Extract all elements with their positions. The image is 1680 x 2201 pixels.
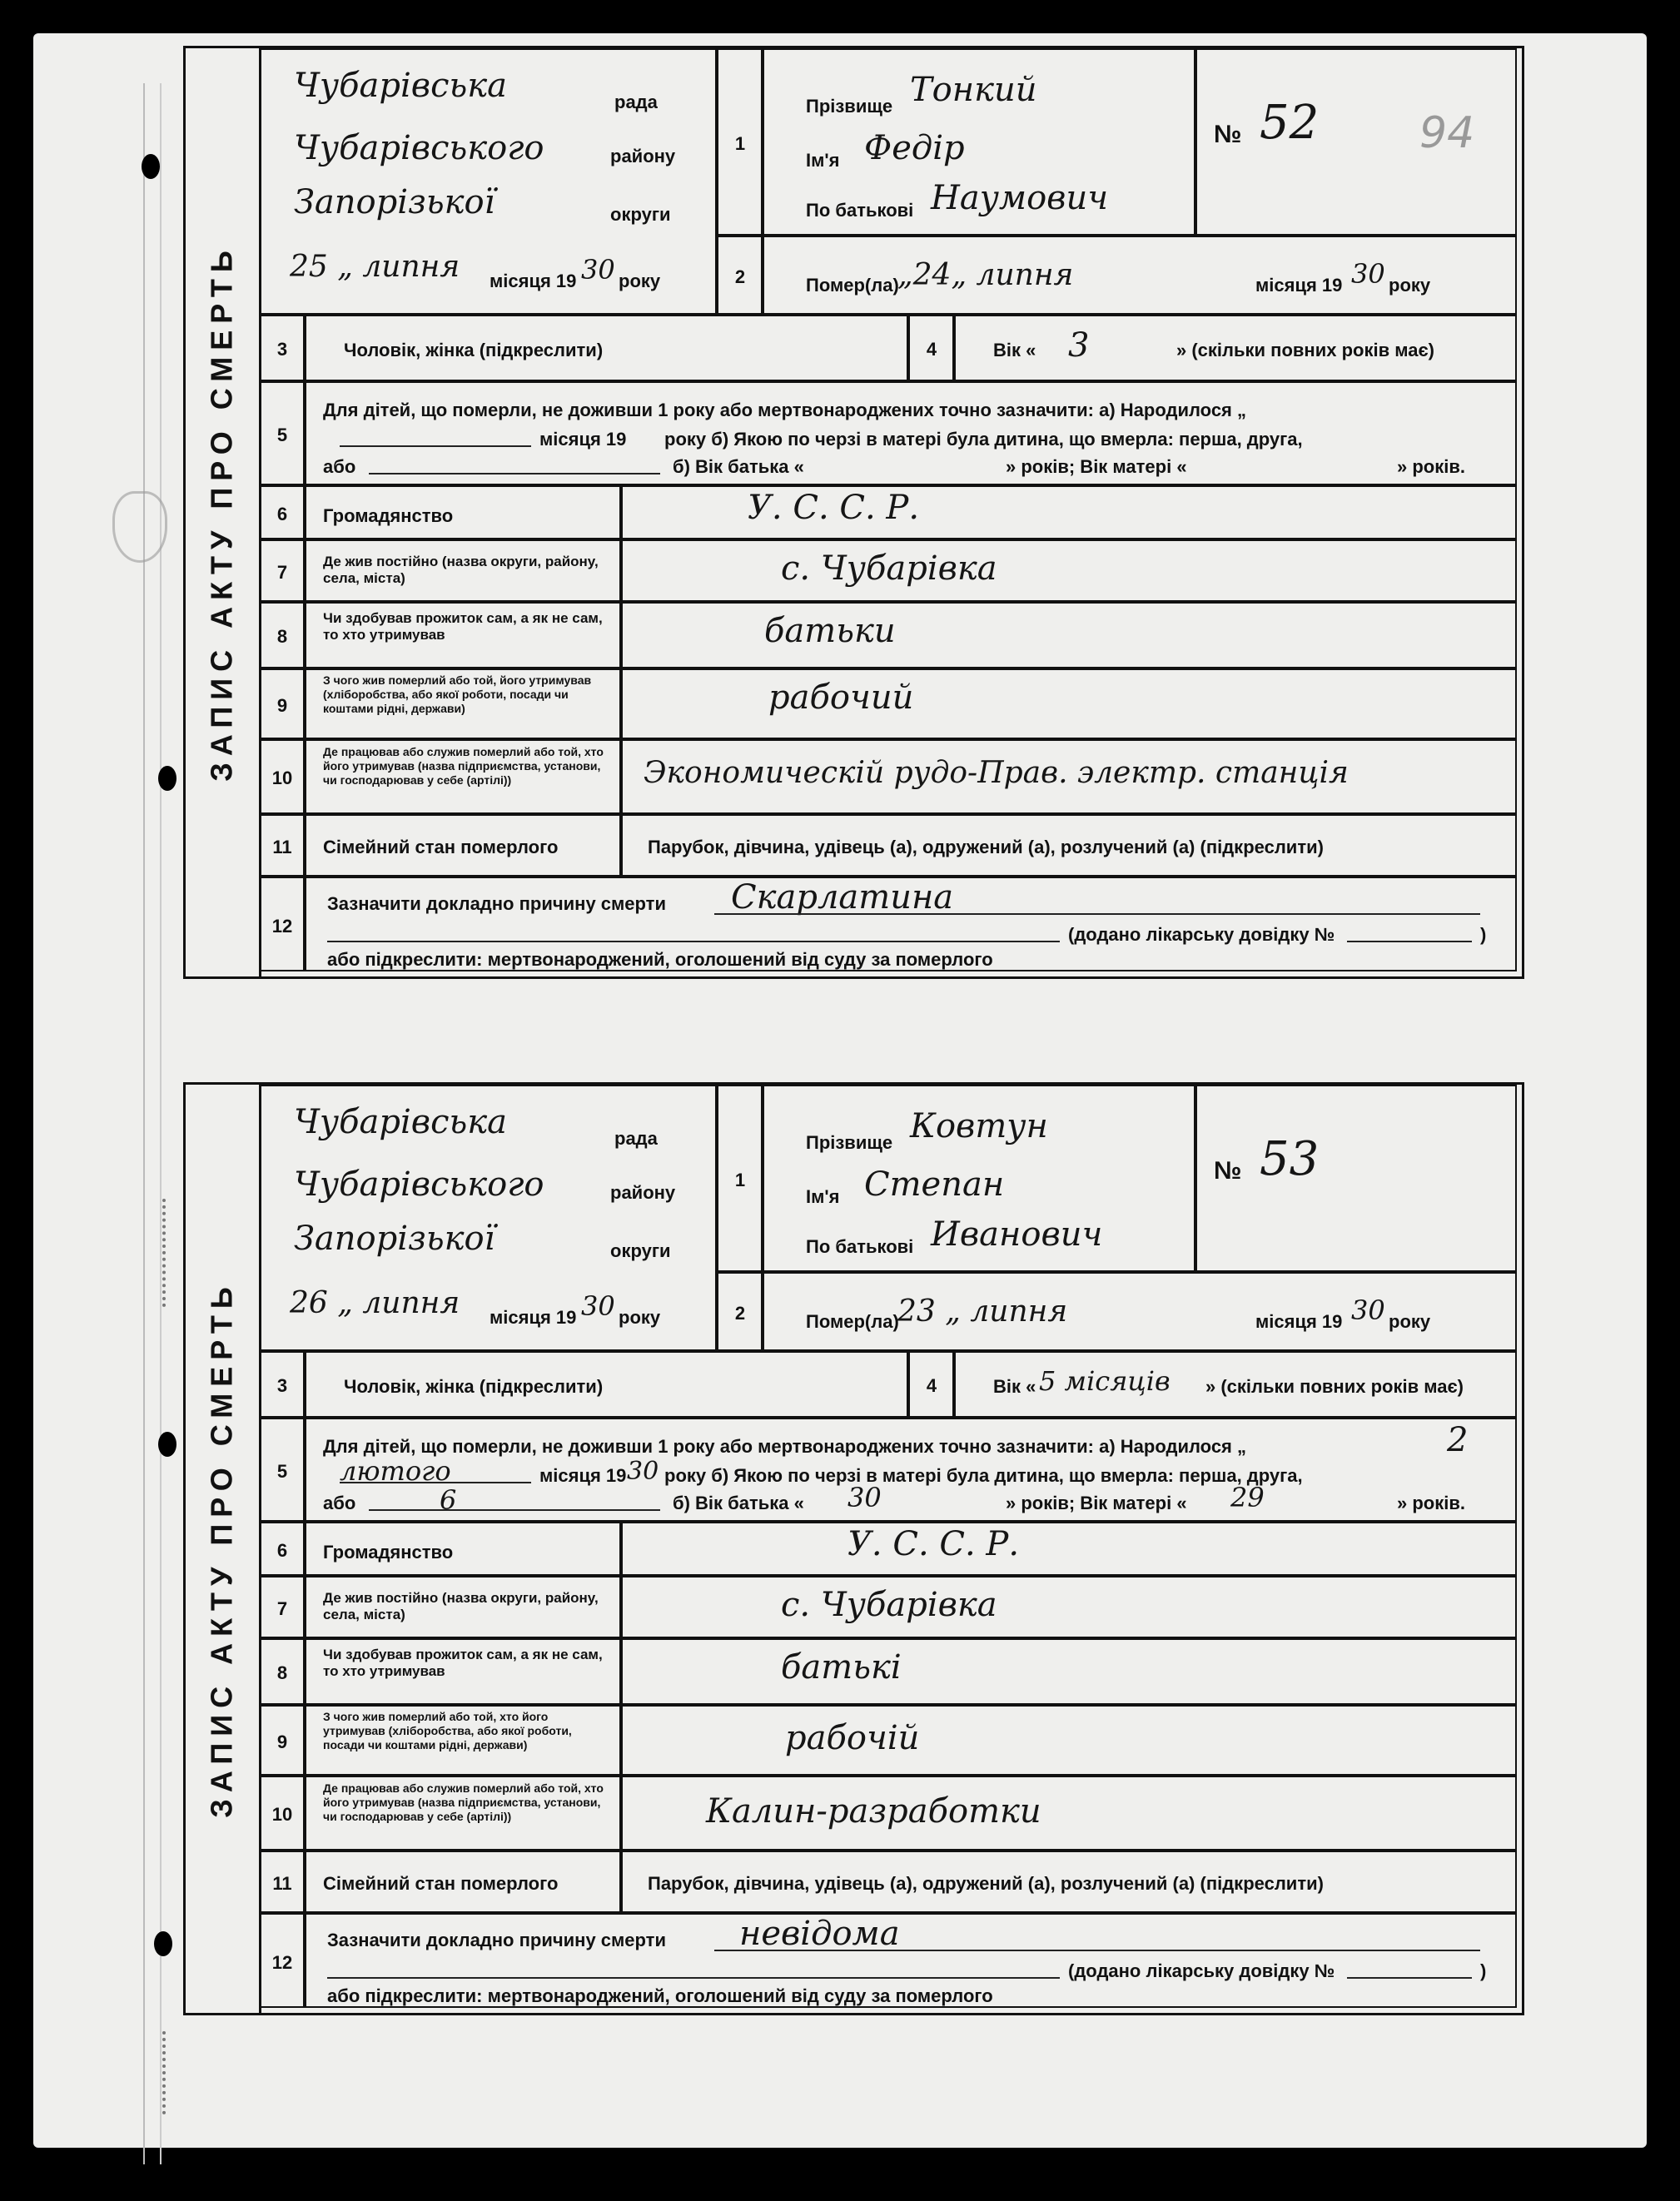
patronymic-value: Иванович	[931, 1215, 1103, 1254]
income-label-cell	[305, 1705, 621, 1776]
age-label-suffix: » (скільки повних років має)	[1205, 1376, 1464, 1397]
marital-label-cell	[305, 814, 621, 877]
field-3-number-cell: 3	[259, 1351, 305, 1418]
income-value: рабочій	[785, 1719, 920, 1757]
name-block	[763, 1085, 1195, 1272]
field-2-number-cell: 2	[717, 236, 763, 315]
cause-of-death-cell	[305, 877, 1517, 971]
registration-year-label: року	[619, 271, 661, 291]
marital-value-cell	[621, 814, 1517, 877]
workplace-value-cell	[621, 1776, 1517, 1851]
council-value: Чубарівська	[294, 1103, 507, 1141]
infant-order-value: 6	[440, 1484, 457, 1516]
record-number-value: 53	[1260, 1132, 1320, 1186]
infant-line-3a: або	[323, 456, 356, 477]
infant-details-cell	[305, 381, 1517, 485]
workplace-label-cell	[305, 1776, 621, 1851]
workplace-label: Де працював або служив померлий або той, хто його утримував (назва підприємства, установи, чи господарював у себе (артілі))	[323, 745, 604, 787]
cause-of-death-cell	[305, 1913, 1517, 2008]
field-6-number-cell: 6	[259, 485, 305, 539]
registration-year-label: року	[619, 1307, 661, 1328]
infant-line-3d: » років.	[1397, 456, 1465, 477]
residence-value: с. Чубарівка	[781, 1586, 997, 1624]
infant-born-day-value: 2	[1447, 1421, 1469, 1459]
marital-value-cell	[621, 1851, 1517, 1913]
cause-value: Скарлатина	[731, 878, 954, 917]
residence-label-cell	[305, 539, 621, 602]
field-4-number-cell: 4	[908, 315, 954, 381]
death-record-53	[183, 1082, 1524, 2015]
support-label: Чи здобував прожиток сам, а як не сам, то хто утримував	[323, 1647, 603, 1679]
infant-line-2b: року б) Якою по черзі в матері була дитина, що вмерла: перша, друга,	[664, 1465, 1303, 1486]
record-side-title: ЗАПИС АКТУ ПРО СМЕРТЬ	[186, 1085, 261, 2013]
age-label-prefix: Вік «	[993, 340, 1036, 360]
field-9-number-cell: 9	[259, 1705, 305, 1776]
died-year-value: 30	[1351, 1294, 1385, 1326]
infant-born-month-value: лютого	[340, 1455, 451, 1487]
field-8-number-cell: 8	[259, 602, 305, 668]
infant-line-3c: » років; Вік матері «	[1006, 1493, 1187, 1513]
support-label-cell	[305, 1638, 621, 1705]
field-8-number-cell: 8	[259, 1638, 305, 1705]
residence-value: с. Чубарівка	[781, 549, 997, 588]
field-12-number-cell: 12	[259, 877, 305, 971]
citizenship-label-cell	[305, 485, 621, 539]
medical-certificate-close: )	[1480, 1960, 1487, 1981]
marital-label: Сімейний стан померлого	[323, 1873, 559, 1894]
field-12-number-cell: 12	[259, 1913, 305, 2008]
record-number-value: 52	[1260, 96, 1320, 150]
name-label: Ім'я	[806, 150, 840, 171]
surname-label: Прізвище	[806, 1132, 893, 1153]
workplace-label: Де працював або служив померлий або той, хто його утримував (назва підприємства, установи, чи господарював у себе (артілі))	[323, 1781, 604, 1823]
cause-label: Зазначити докладно причину смерти	[327, 1930, 666, 1950]
name-value: Степан	[864, 1165, 1005, 1204]
support-value-cell	[621, 602, 1517, 668]
medical-certificate-label: (додано лікарську довідку №	[1068, 1960, 1335, 1981]
registration-year-value: 30	[581, 1290, 615, 1322]
field-7-number-cell: 7	[259, 1576, 305, 1638]
surname-value: Ковтун	[910, 1107, 1048, 1145]
cause-value: невідома	[739, 1915, 900, 1953]
father-age-value: 30	[847, 1482, 882, 1513]
marital-options: Парубок, дівчина, удівець (а), одружений (а), розлучений (а) (підкреслити)	[648, 1873, 1324, 1894]
marital-options: Парубок, дівчина, удівець (а), одружений (а), розлучений (а) (підкреслити)	[648, 837, 1324, 857]
income-label: З чого жив померлий або той, його утримував (хліборобства, або якої роботи, посади чи коштами рідні, держави)	[323, 673, 592, 715]
workplace-value: Калин-разработки	[706, 1792, 1041, 1831]
citizenship-value: У. С. С. Р.	[748, 489, 920, 527]
cause-label: Зазначити докладно причину смерти	[327, 893, 666, 914]
field-1-number-cell: 1	[717, 1085, 763, 1272]
support-value: батькі	[781, 1648, 902, 1687]
died-month-label: місяця 19	[1255, 1311, 1343, 1332]
stillborn-note: або підкреслити: мертвонароджений, оголошений від суду за померлого	[327, 1985, 993, 2006]
field-9-number-cell: 9	[259, 668, 305, 739]
field-10-number-cell: 10	[259, 739, 305, 814]
age-label-prefix: Вік «	[993, 1376, 1036, 1397]
died-date-value: „24„ липня	[897, 258, 1074, 292]
citizenship-label-cell	[305, 1522, 621, 1576]
support-label-cell	[305, 602, 621, 668]
sex-cell	[305, 1351, 908, 1418]
district-value: Чубарівського	[294, 1165, 544, 1204]
workplace-label-cell	[305, 739, 621, 814]
punch-hole	[158, 766, 176, 791]
dotted-margin-mark	[162, 2031, 176, 2114]
support-label: Чи здобував прожиток сам, а як не сам, то хто утримував	[323, 610, 603, 643]
age-cell	[954, 1351, 1517, 1418]
infant-line-2a: місяця 19	[539, 1465, 627, 1486]
residence-label: Де жив постійно (назва округи, району, села, міста)	[323, 1590, 599, 1622]
field-11-number-cell: 11	[259, 1851, 305, 1913]
sex-label: Чоловік, жінка (підкреслити)	[344, 1376, 604, 1397]
income-value-cell	[621, 1705, 1517, 1776]
infant-line-3b: б) Вік батька «	[673, 1493, 804, 1513]
income-value-cell	[621, 668, 1517, 739]
field-1-number-cell: 1	[717, 48, 763, 236]
marital-label: Сімейний стан померлого	[323, 837, 559, 857]
infant-line-3b: б) Вік батька «	[673, 456, 804, 477]
record-number-cell	[1195, 48, 1517, 236]
district-value: Чубарівського	[294, 129, 544, 167]
infant-line-3a: або	[323, 1493, 356, 1513]
registry-office-block	[259, 1085, 717, 1351]
infant-line-3d: » років.	[1397, 1493, 1465, 1513]
died-month-label: місяця 19	[1255, 275, 1343, 296]
workplace-value: Экономическій рудо-Прав. электр. станція	[644, 756, 1349, 790]
marital-label-cell	[305, 1851, 621, 1913]
citizenship-value-cell	[621, 1522, 1517, 1576]
field-4-number-cell: 4	[908, 1351, 954, 1418]
name-value: Федір	[864, 129, 965, 167]
patronymic-label: По батькові	[806, 200, 914, 221]
name-label: Ім'я	[806, 1186, 840, 1207]
surname-value: Тонкий	[910, 71, 1037, 109]
record-number-cell	[1195, 1085, 1517, 1272]
field-3-number-cell: 3	[259, 315, 305, 381]
council-label: рада	[614, 1128, 658, 1149]
pencil-mark	[112, 491, 167, 563]
citizenship-value: У. С. С. Р.	[847, 1525, 1020, 1563]
okrug-label: округи	[610, 1240, 671, 1261]
sex-label: Чоловік, жінка (підкреслити)	[344, 340, 604, 360]
field-7-number-cell: 7	[259, 539, 305, 602]
patronymic-label: По батькові	[806, 1236, 914, 1257]
citizenship-label: Громадянство	[323, 505, 454, 526]
registration-date-value: 26 „ липня	[290, 1286, 460, 1320]
died-label: Помер(ла)	[806, 275, 899, 296]
surname-label: Прізвище	[806, 96, 893, 117]
died-year-value: 30	[1351, 258, 1385, 290]
infant-line-1: Для дітей, що померли, не доживши 1 року або мертвонароджених точно зазначити: а) Народилося „	[323, 400, 1247, 420]
registration-year-value: 30	[581, 254, 615, 286]
residence-label: Де жив постійно (назва округи, району, села, міста)	[323, 554, 599, 586]
died-date-value: 23 „ липня	[897, 1294, 1068, 1329]
okrug-value: Запорізької	[294, 183, 495, 221]
registry-office-block	[259, 48, 717, 315]
registration-date-value: 25 „ липня	[290, 250, 460, 284]
death-date-block	[763, 1272, 1517, 1351]
citizenship-label: Громадянство	[323, 1542, 454, 1563]
punch-hole	[158, 1432, 176, 1457]
medical-certificate-close: )	[1480, 924, 1487, 945]
number-label: №	[1214, 1157, 1242, 1185]
died-year-label: року	[1389, 275, 1431, 296]
workplace-value-cell	[621, 739, 1517, 814]
punch-hole	[142, 154, 160, 179]
residence-label-cell	[305, 1576, 621, 1638]
died-label: Помер(ла)	[806, 1311, 899, 1332]
income-value: рабочий	[768, 678, 914, 717]
district-label: району	[610, 1182, 676, 1203]
binding-strip	[143, 83, 162, 2164]
support-value: батьки	[764, 612, 896, 650]
archive-page-number: 94	[1419, 108, 1475, 158]
mother-age-value: 29	[1230, 1482, 1265, 1513]
registration-month-label: місяця 19	[490, 271, 577, 291]
age-cell	[954, 315, 1517, 381]
punch-hole	[154, 1931, 172, 1956]
field-5-number-cell: 5	[259, 1418, 305, 1522]
infant-line-2a: місяця 19	[539, 429, 627, 450]
age-value: 3	[1068, 326, 1090, 365]
died-year-label: року	[1389, 1311, 1431, 1332]
sex-cell	[305, 315, 908, 381]
council-label: рада	[614, 92, 658, 112]
council-value: Чубарівська	[294, 67, 507, 105]
citizenship-value-cell	[621, 485, 1517, 539]
death-record-52	[183, 46, 1524, 979]
residence-value-cell	[621, 1576, 1517, 1638]
support-value-cell	[621, 1638, 1517, 1705]
record-side-title: ЗАПИС АКТУ ПРО СМЕРТЬ	[186, 48, 261, 976]
infant-line-3c: » років; Вік матері «	[1006, 456, 1187, 477]
field-2-number-cell: 2	[717, 1272, 763, 1351]
dotted-margin-mark	[162, 1199, 176, 1307]
field-10-number-cell: 10	[259, 1776, 305, 1851]
district-label: району	[610, 146, 676, 166]
field-11-number-cell: 11	[259, 814, 305, 877]
age-value: 5 місяців	[1039, 1365, 1171, 1397]
residence-value-cell	[621, 539, 1517, 602]
number-label: №	[1214, 121, 1242, 148]
income-label: З чого жив померлий або той, хто його утримував (хліборобства, або якої роботи, посади чи коштами рідні, держави)	[323, 1710, 572, 1751]
field-5-number-cell: 5	[259, 381, 305, 485]
okrug-label: округи	[610, 204, 671, 225]
name-block	[763, 48, 1195, 236]
registration-month-label: місяця 19	[490, 1307, 577, 1328]
age-label-suffix: » (скільки повних років має)	[1176, 340, 1434, 360]
patronymic-value: Наумович	[931, 179, 1109, 217]
stillborn-note: або підкреслити: мертвонароджений, оголошений від суду за померлого	[327, 949, 993, 970]
field-6-number-cell: 6	[259, 1522, 305, 1576]
infant-details-cell	[305, 1418, 1517, 1522]
medical-certificate-label: (додано лікарську довідку №	[1068, 924, 1335, 945]
income-label-cell	[305, 668, 621, 739]
infant-line-2b: року б) Якою по черзі в матері була дитина, що вмерла: перша, друга,	[664, 429, 1303, 450]
okrug-value: Запорізької	[294, 1220, 495, 1258]
infant-line-1: Для дітей, що померли, не доживши 1 року або мертвонароджених точно зазначити: а) Народилося „	[323, 1436, 1247, 1457]
infant-born-year-value: 30	[627, 1457, 659, 1486]
death-date-block	[763, 236, 1517, 315]
